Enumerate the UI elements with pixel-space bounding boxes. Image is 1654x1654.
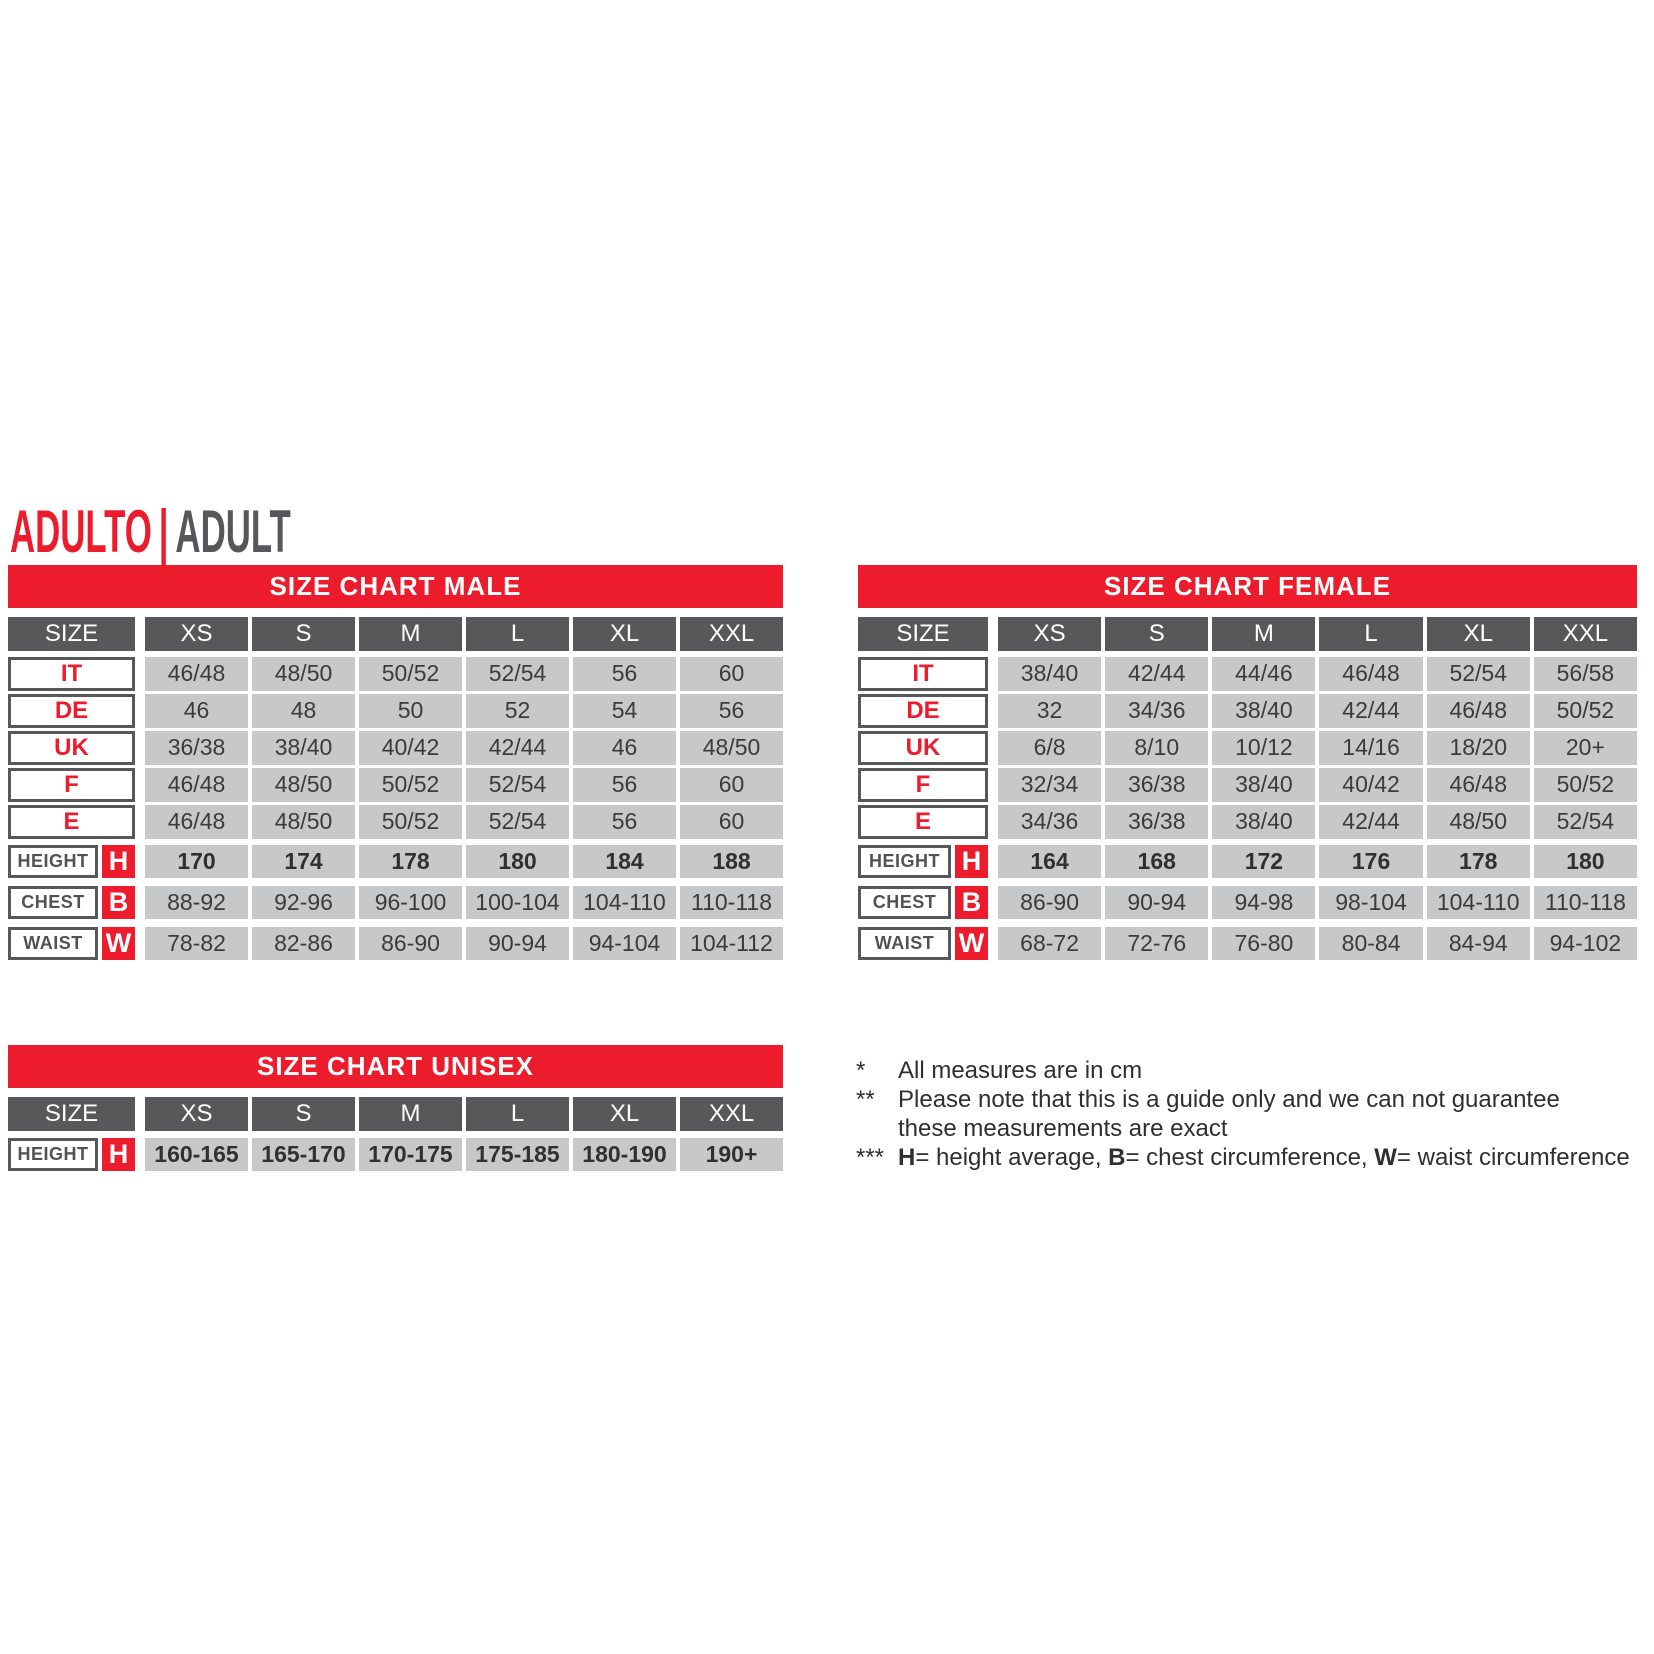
size-chart-male-table <box>8 565 783 960</box>
table-cell: 56 <box>573 805 676 839</box>
row-label: F <box>858 768 988 802</box>
table-row <box>8 657 783 690</box>
table-cell: 38/40 <box>1212 768 1315 802</box>
measure-letter-badge: H <box>102 845 135 878</box>
table-cell: 46 <box>573 731 676 765</box>
row-label: DE <box>858 694 988 728</box>
table-cell: 56 <box>680 694 783 728</box>
table-row <box>858 768 1637 801</box>
table-cell: 46/48 <box>145 657 248 691</box>
footnote-line <box>856 1114 1654 1143</box>
table-title-banner: SIZE CHART MALE <box>8 565 783 608</box>
table-cell: 48/50 <box>1427 805 1530 839</box>
measure-label-box: CHEST <box>858 886 951 919</box>
table-cell: 60 <box>680 768 783 802</box>
measure-label-box: WAIST <box>858 927 951 960</box>
column-header: M <box>359 617 462 651</box>
table-cell: 46/48 <box>145 768 248 802</box>
table-cell: 190+ <box>680 1138 783 1171</box>
table-cell: 20+ <box>1534 731 1637 765</box>
column-header: L <box>466 1097 569 1131</box>
table-cell: 48/50 <box>252 805 355 839</box>
column-header: S <box>252 617 355 651</box>
table-cell: 178 <box>359 845 462 878</box>
table-cell: 50/52 <box>359 768 462 802</box>
column-header: SIZE <box>8 1097 135 1131</box>
table-header-row <box>8 1097 783 1131</box>
table-cell: 46/48 <box>145 805 248 839</box>
table-row <box>8 845 783 878</box>
table-cell: 104-110 <box>573 886 676 919</box>
footnote-segment: B <box>1108 1144 1126 1171</box>
table-cell: 32 <box>998 694 1101 728</box>
column-header: XXL <box>1534 617 1637 651</box>
row-label: IT <box>8 657 135 691</box>
measure-letter-badge: B <box>955 886 988 919</box>
table-cell: 100-104 <box>466 886 569 919</box>
table-cell: 48/50 <box>252 657 355 691</box>
table-cell: 90-94 <box>1105 886 1208 919</box>
table-cell: 18/20 <box>1427 731 1530 765</box>
column-header: SIZE <box>8 617 135 651</box>
table-cell: 60 <box>680 805 783 839</box>
table-row <box>8 886 783 919</box>
table-cell: 34/36 <box>998 805 1101 839</box>
table-header-row <box>8 617 783 651</box>
table-cell: 98-104 <box>1319 886 1422 919</box>
footnote-marker: * <box>856 1057 866 1084</box>
table-row <box>8 768 783 801</box>
row-label: UK <box>8 731 135 765</box>
measure-label-box: CHEST <box>8 886 98 919</box>
row-label-group <box>8 886 135 919</box>
footnote-text <box>898 1143 1654 1172</box>
column-header: M <box>359 1097 462 1131</box>
column-header: S <box>1105 617 1208 651</box>
table-cell: 94-98 <box>1212 886 1315 919</box>
row-label: UK <box>858 731 988 765</box>
row-label: IT <box>858 657 988 691</box>
table-cell: 56/58 <box>1534 657 1637 691</box>
table-cell: 90-94 <box>466 927 569 960</box>
footnotes <box>856 1056 1654 1172</box>
table-cell: 46/48 <box>1319 657 1422 691</box>
table-cell: 46/48 <box>1427 768 1530 802</box>
table-row <box>8 731 783 764</box>
table-cell: 34/36 <box>1105 694 1208 728</box>
table-cell: 56 <box>573 657 676 691</box>
page-title-primary: ADULTO <box>10 498 152 566</box>
table-cell: 46/48 <box>1427 694 1530 728</box>
table-cell: 170-175 <box>359 1138 462 1171</box>
row-label-group <box>8 1138 135 1171</box>
table-row <box>858 845 1637 878</box>
table-cell: 52/54 <box>466 805 569 839</box>
table-cell: 84-94 <box>1427 927 1530 960</box>
table-cell: 50/52 <box>1534 694 1637 728</box>
row-label-group <box>8 845 135 878</box>
table-cell: 42/44 <box>1319 805 1422 839</box>
table-cell: 104-110 <box>1427 886 1530 919</box>
footnote-text <box>898 1085 1654 1114</box>
table-cell: 40/42 <box>359 731 462 765</box>
table-title-banner: SIZE CHART FEMALE <box>858 565 1637 608</box>
table-cell: 50 <box>359 694 462 728</box>
table-cell: 92-96 <box>252 886 355 919</box>
column-header: XXL <box>680 1097 783 1131</box>
measure-label-box: WAIST <box>8 927 98 960</box>
table-cell: 52/54 <box>466 657 569 691</box>
table-cell: 180 <box>1534 845 1637 878</box>
table-cell: 174 <box>252 845 355 878</box>
table-cell: 6/8 <box>998 731 1101 765</box>
row-label: E <box>8 805 135 839</box>
table-cell: 14/16 <box>1319 731 1422 765</box>
table-row <box>858 927 1637 960</box>
footnote-segment: All measures are in cm <box>898 1057 1143 1084</box>
measure-label-box: HEIGHT <box>858 845 951 878</box>
table-cell: 86-90 <box>998 886 1101 919</box>
table-row <box>8 694 783 727</box>
footnote-text <box>898 1114 1654 1143</box>
title-separator: | <box>158 498 169 566</box>
column-header: XXL <box>680 617 783 651</box>
table-header-row <box>858 617 1637 651</box>
table-cell: 172 <box>1212 845 1315 878</box>
table-cell: 184 <box>573 845 676 878</box>
measure-letter-badge: H <box>102 1138 135 1171</box>
footnote-segment: H <box>898 1144 916 1171</box>
column-header: XL <box>1427 617 1530 651</box>
footnote-text <box>898 1056 1654 1085</box>
table-cell: 50/52 <box>359 657 462 691</box>
table-cell: 48 <box>252 694 355 728</box>
table-cell: 38/40 <box>252 731 355 765</box>
table-cell: 8/10 <box>1105 731 1208 765</box>
table-cell: 36/38 <box>1105 768 1208 802</box>
measure-letter-badge: W <box>955 927 988 960</box>
table-cell: 180 <box>466 845 569 878</box>
table-cell: 54 <box>573 694 676 728</box>
measure-label-box: HEIGHT <box>8 845 98 878</box>
table-cell: 168 <box>1105 845 1208 878</box>
table-cell: 175-185 <box>466 1138 569 1171</box>
table-cell: 94-104 <box>573 927 676 960</box>
table-cell: 110-118 <box>1534 886 1637 919</box>
table-cell: 86-90 <box>359 927 462 960</box>
footnote-segment: = chest circumference, <box>1125 1144 1375 1171</box>
table-cell: 68-72 <box>998 927 1101 960</box>
table-cell: 42/44 <box>1105 657 1208 691</box>
row-label-group <box>8 927 135 960</box>
measure-letter-badge: H <box>955 845 988 878</box>
table-cell: 38/40 <box>1212 694 1315 728</box>
measure-letter-badge: B <box>102 886 135 919</box>
table-cell: 176 <box>1319 845 1422 878</box>
page-title-secondary: ADULT <box>175 498 291 566</box>
table-cell: 170 <box>145 845 248 878</box>
column-header: L <box>1319 617 1422 651</box>
table-cell: 110-118 <box>680 886 783 919</box>
footnote-segment: these measurements are exact <box>898 1115 1228 1142</box>
column-header: XL <box>573 617 676 651</box>
table-cell: 78-82 <box>145 927 248 960</box>
footnote-segment: = height average, <box>915 1144 1109 1171</box>
footnote-line <box>856 1143 1654 1172</box>
table-row <box>858 694 1637 727</box>
row-label: DE <box>8 694 135 728</box>
table-cell: 82-86 <box>252 927 355 960</box>
table-cell: 52/54 <box>1427 657 1530 691</box>
table-cell: 50/52 <box>1534 768 1637 802</box>
footnote-marker <box>856 1114 898 1143</box>
table-cell: 104-112 <box>680 927 783 960</box>
footnote-line <box>856 1085 1654 1114</box>
table-row <box>858 805 1637 838</box>
table-cell: 56 <box>573 768 676 802</box>
table-cell: 96-100 <box>359 886 462 919</box>
measure-letter-badge: W <box>102 927 135 960</box>
measure-label-box: HEIGHT <box>8 1138 98 1171</box>
table-cell: 10/12 <box>1212 731 1315 765</box>
table-cell: 36/38 <box>1105 805 1208 839</box>
table-cell: 52 <box>466 694 569 728</box>
table-cell: 50/52 <box>359 805 462 839</box>
table-cell: 160-165 <box>145 1138 248 1171</box>
table-row <box>858 731 1637 764</box>
table-cell: 38/40 <box>998 657 1101 691</box>
table-row <box>858 657 1637 690</box>
column-header: S <box>252 1097 355 1131</box>
column-header: XL <box>573 1097 676 1131</box>
table-cell: 188 <box>680 845 783 878</box>
footnote-marker: *** <box>856 1144 885 1171</box>
table-cell: 165-170 <box>252 1138 355 1171</box>
table-cell: 42/44 <box>1319 694 1422 728</box>
table-cell: 46 <box>145 694 248 728</box>
table-cell: 178 <box>1427 845 1530 878</box>
table-cell: 44/46 <box>1212 657 1315 691</box>
column-header: M <box>1212 617 1315 651</box>
column-header: XS <box>145 1097 248 1131</box>
footnote-line <box>856 1056 1654 1085</box>
size-chart-female-table <box>858 565 1637 960</box>
table-row <box>8 1138 783 1171</box>
footnote-segment: Please note that this is a guide only and we can not guarantee <box>898 1086 1560 1113</box>
column-header: L <box>466 617 569 651</box>
row-label-group <box>858 927 988 960</box>
table-cell: 88-92 <box>145 886 248 919</box>
size-chart-unisex-table <box>8 1045 783 1171</box>
table-cell: 72-76 <box>1105 927 1208 960</box>
page-title <box>10 498 291 566</box>
table-cell: 76-80 <box>1212 927 1315 960</box>
table-cell: 38/40 <box>1212 805 1315 839</box>
table-row <box>858 886 1637 919</box>
table-cell: 94-102 <box>1534 927 1637 960</box>
footnote-segment: W <box>1374 1144 1397 1171</box>
row-label: E <box>858 805 988 839</box>
table-cell: 48/50 <box>680 731 783 765</box>
table-cell: 40/42 <box>1319 768 1422 802</box>
table-cell: 52/54 <box>466 768 569 802</box>
row-label-group <box>858 886 988 919</box>
table-cell: 60 <box>680 657 783 691</box>
table-cell: 42/44 <box>466 731 569 765</box>
table-cell: 32/34 <box>998 768 1101 802</box>
table-cell: 164 <box>998 845 1101 878</box>
row-label-group <box>858 845 988 878</box>
table-cell: 36/38 <box>145 731 248 765</box>
table-cell: 48/50 <box>252 768 355 802</box>
table-row <box>8 927 783 960</box>
row-label: F <box>8 768 135 802</box>
column-header: SIZE <box>858 617 988 651</box>
table-cell: 80-84 <box>1319 927 1422 960</box>
column-header: XS <box>998 617 1101 651</box>
footnote-marker: ** <box>856 1086 875 1113</box>
column-header: XS <box>145 617 248 651</box>
table-title-banner: SIZE CHART UNISEX <box>8 1045 783 1088</box>
table-cell: 52/54 <box>1534 805 1637 839</box>
table-row <box>8 805 783 838</box>
table-cell: 180-190 <box>573 1138 676 1171</box>
footnote-segment: = waist circumference <box>1396 1144 1630 1171</box>
